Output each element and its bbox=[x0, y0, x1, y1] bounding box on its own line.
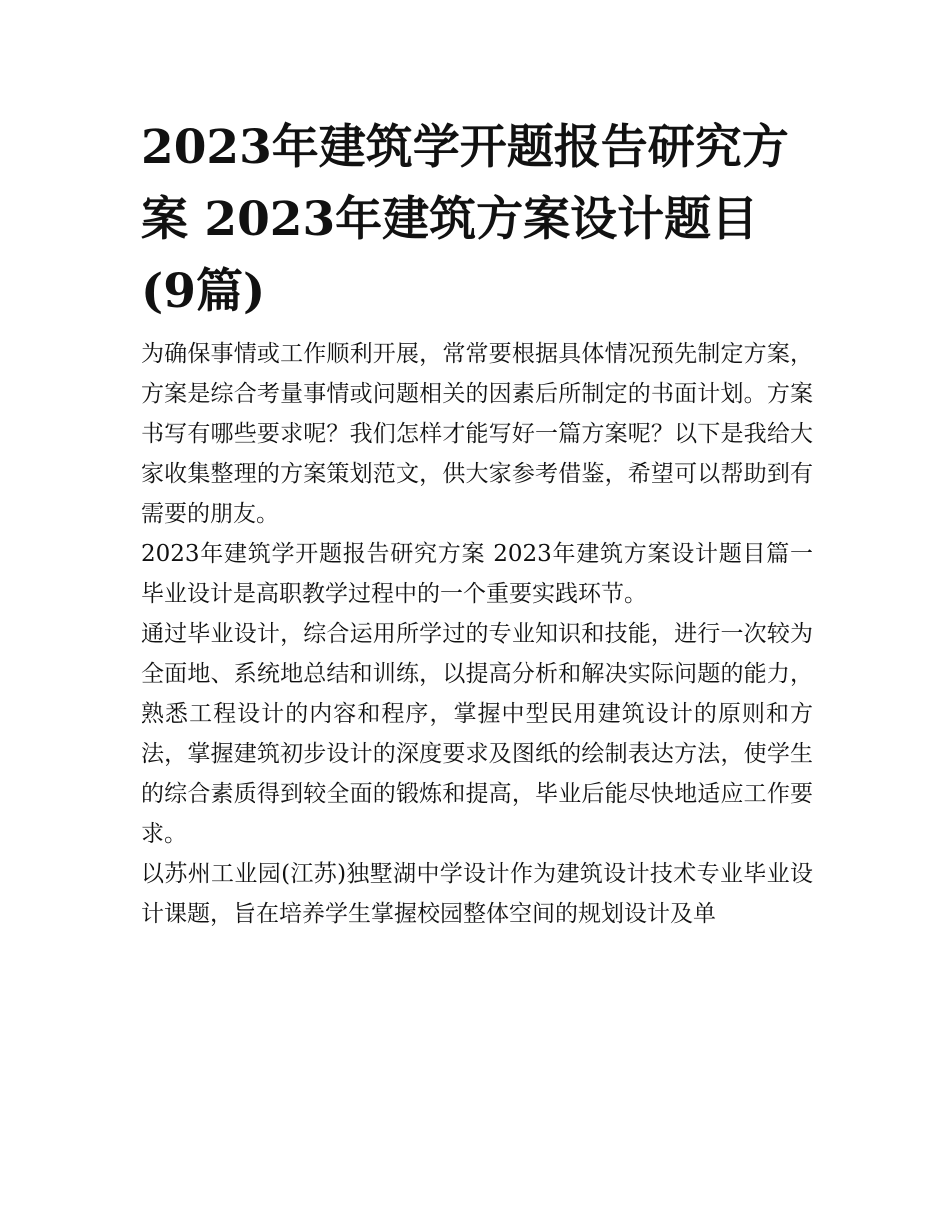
paragraph-section-heading: 2023年建筑学开题报告研究方案 2023年建筑方案设计题目篇一 毕业设计是高职教学过程中的一个重要实践环节。 bbox=[141, 541, 813, 607]
document-title: 2023年建筑学开题报告研究方案 2023年建筑方案设计题目(9篇) bbox=[141, 120, 789, 319]
paragraph-intro: 为确保事情或工作顺利开展，常常要根据具体情况预先制定方案，方案是综合考量事情或问题相关的因素后所制定的书面计划。方案书写有哪些要求呢？我们怎样才能写好一篇方案呢？以下是我给大家收集整理的方案策划范文，供大家参考借鉴，希望可以帮助到有需要的朋友。 bbox=[141, 341, 813, 527]
paragraph-design-topic: 以苏州工业园(江苏)独墅湖中学设计作为建筑设计技术专业毕业设计课题，旨在培养学生掌握校园整体空间的规划设计及单 bbox=[141, 861, 813, 927]
paragraph-design-purpose: 通过毕业设计，综合运用所学过的专业知识和技能，进行一次较为全面地、系统地总结和训练，以提高分析和解决实际问题的能力，熟悉工程设计的内容和程序，掌握中型民用建筑设计的原则和方法，掌握建筑初步设计的深度要求及图纸的绘制表达方法，使学生的综合素质得到较全面的锻炼和提高，毕业后能尽快地适应工作要求。 bbox=[141, 621, 813, 847]
document-page bbox=[141, 112, 813, 934]
